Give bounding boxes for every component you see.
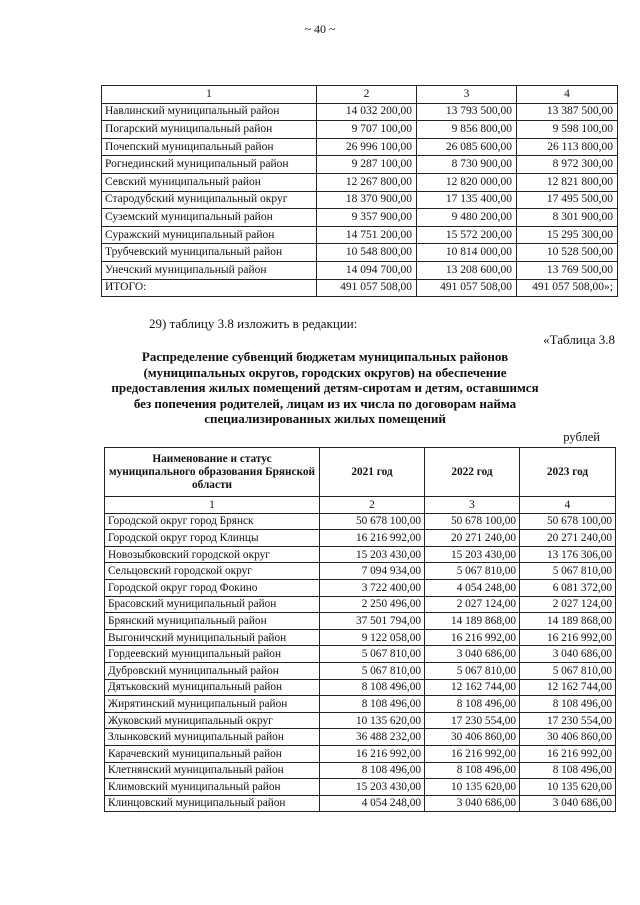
amount-cell: 26 996 100,00 — [317, 138, 417, 156]
table-row — [105, 779, 616, 796]
amount-cell: 10 814 000,00 — [417, 244, 517, 262]
municipality-cell: Клетнянский муниципальный район — [105, 762, 320, 779]
table-row — [105, 563, 616, 580]
table-row — [102, 226, 618, 244]
amount-cell: 14 189 868,00 — [520, 613, 616, 630]
amount-cell: 50 678 100,00 — [520, 513, 616, 530]
municipality-cell: Клинцовский муниципальный район — [105, 795, 320, 812]
amount-cell: 30 406 860,00 — [520, 729, 616, 746]
amount-cell: 14 189 868,00 — [425, 613, 520, 630]
table-row — [102, 279, 618, 297]
municipality-cell: Трубчевский муниципальный район — [102, 244, 317, 262]
continuation-table — [101, 85, 618, 297]
amount-cell: 9 480 200,00 — [417, 209, 517, 227]
amount-cell: 6 081 372,00 — [520, 579, 616, 596]
table-row — [102, 173, 618, 191]
amount-cell: 5 067 810,00 — [520, 662, 616, 679]
table-row — [102, 121, 618, 139]
table-label: «Таблица 3.8 — [543, 332, 615, 347]
table-row — [102, 191, 618, 209]
amount-cell: 9 707 100,00 — [317, 121, 417, 139]
municipality-cell: Суражский муниципальный район — [102, 226, 317, 244]
amount-cell: 9 856 800,00 — [417, 121, 517, 139]
amount-cell: 16 216 992,00 — [320, 530, 425, 547]
amount-cell: 16 216 992,00 — [425, 629, 520, 646]
municipality-cell: Жирятинский муниципальный район — [105, 696, 320, 713]
municipality-cell: Сельцовский городской округ — [105, 563, 320, 580]
municipality-cell: Городской округ город Брянск — [105, 513, 320, 530]
municipality-cell: Навлинский муниципальный район — [102, 103, 317, 121]
municipality-cell: Климовский муниципальный район — [105, 779, 320, 796]
amount-cell: 20 271 240,00 — [520, 530, 616, 547]
title-line: без попечения родителей, лицам из их числа по договорам найма — [133, 395, 517, 411]
table-row — [105, 579, 616, 596]
header-row — [105, 448, 616, 497]
amount-cell: 14 094 700,00 — [317, 261, 417, 279]
amount-cell: 10 135 620,00 — [320, 712, 425, 729]
amount-cell: 13 387 500,00 — [517, 103, 618, 121]
title-line: специализированных жилых помещений — [204, 411, 446, 426]
amount-cell: 3 040 686,00 — [520, 646, 616, 663]
page-number: ~ 40 ~ — [304, 22, 336, 36]
table-row — [105, 646, 616, 663]
table-row — [102, 103, 618, 121]
municipality-cell: Городской округ город Клинцы — [105, 530, 320, 547]
table-row — [102, 209, 618, 227]
amount-cell: 8 972 300,00 — [517, 156, 618, 174]
amount-cell: 8 108 496,00 — [520, 762, 616, 779]
amount-cell: 14 032 200,00 — [317, 103, 417, 121]
amount-cell: 12 820 000,00 — [417, 173, 517, 191]
column-header: 2023 год — [520, 448, 616, 497]
amount-cell: 8 108 496,00 — [320, 696, 425, 713]
amount-cell: 12 162 744,00 — [425, 679, 520, 696]
column-index-cell: 1 — [102, 86, 317, 104]
table-row — [105, 795, 616, 812]
amount-cell: 4 054 248,00 — [320, 795, 425, 812]
amount-cell: 20 271 240,00 — [425, 530, 520, 547]
amount-cell: 30 406 860,00 — [425, 729, 520, 746]
amount-cell: 5 067 810,00 — [425, 563, 520, 580]
amount-cell: 9 287 100,00 — [317, 156, 417, 174]
amount-cell: 13 793 500,00 — [417, 103, 517, 121]
amount-cell: 2 027 124,00 — [425, 596, 520, 613]
amount-cell: 15 295 300,00 — [517, 226, 618, 244]
amount-cell: 5 067 810,00 — [520, 563, 616, 580]
amount-cell: 12 162 744,00 — [520, 679, 616, 696]
amount-cell: 491 057 508,00»; — [517, 279, 618, 297]
amendment-paragraph: 29) таблицу 3.8 изложить в редакции: — [149, 316, 358, 331]
table-row — [105, 745, 616, 762]
title-line: предоставления жилых помещений детям-сиротам и детям, оставшимся — [111, 380, 539, 395]
amount-cell: 491 057 508,00 — [417, 279, 517, 297]
amount-cell: 16 216 992,00 — [520, 745, 616, 762]
amount-cell: 17 135 400,00 — [417, 191, 517, 209]
amount-cell: 16 216 992,00 — [320, 745, 425, 762]
table-row — [105, 762, 616, 779]
amount-cell: 15 203 430,00 — [425, 546, 520, 563]
amount-cell: 8 108 496,00 — [425, 762, 520, 779]
amount-cell: 26 113 800,00 — [517, 138, 618, 156]
amount-cell: 15 203 430,00 — [320, 546, 425, 563]
amount-cell: 8 108 496,00 — [320, 762, 425, 779]
table-title — [80, 349, 570, 427]
municipality-cell: Брасовский муниципальный район — [105, 596, 320, 613]
amount-cell: 50 678 100,00 — [425, 513, 520, 530]
amount-cell: 8 108 496,00 — [320, 679, 425, 696]
municipality-cell: Унечский муниципальный район — [102, 261, 317, 279]
municipality-cell: Дубровский муниципальный район — [105, 662, 320, 679]
amount-cell: 17 495 500,00 — [517, 191, 618, 209]
column-index-cell: 4 — [517, 86, 618, 104]
header-row — [102, 86, 618, 104]
amount-cell: 10 135 620,00 — [520, 779, 616, 796]
column-header: 2022 год — [425, 448, 520, 497]
municipality-cell: Карачевский муниципальный район — [105, 745, 320, 762]
amount-cell: 5 067 810,00 — [425, 662, 520, 679]
municipality-cell: Стародубский муниципальный округ — [102, 191, 317, 209]
table-row — [105, 629, 616, 646]
column-index-cell: 2 — [317, 86, 417, 104]
amount-cell: 8 730 900,00 — [417, 156, 517, 174]
amount-cell: 5 067 810,00 — [320, 646, 425, 663]
municipality-cell: Жуковский муниципальный округ — [105, 712, 320, 729]
municipality-cell: Гордеевский муниципальный район — [105, 646, 320, 663]
amount-cell: 17 230 554,00 — [425, 712, 520, 729]
municipality-cell: Дятьковский муниципальный район — [105, 679, 320, 696]
municipality-cell: Городской округ город Фокино — [105, 579, 320, 596]
amount-cell: 26 085 600,00 — [417, 138, 517, 156]
table-row — [105, 712, 616, 729]
column-index-cell: 1 — [105, 497, 320, 514]
amount-cell: 3 040 686,00 — [520, 795, 616, 812]
table-row — [105, 613, 616, 630]
amount-cell: 4 054 248,00 — [425, 579, 520, 596]
amount-cell: 12 821 800,00 — [517, 173, 618, 191]
table-row — [105, 662, 616, 679]
amount-cell: 8 301 900,00 — [517, 209, 618, 227]
municipality-cell: Новозыбковский городской округ — [105, 546, 320, 563]
amount-cell: 13 176 306,00 — [520, 546, 616, 563]
amount-cell: 37 501 794,00 — [320, 613, 425, 630]
amount-cell: 7 094 934,00 — [320, 563, 425, 580]
amount-cell: 3 722 400,00 — [320, 579, 425, 596]
amount-cell: 10 528 500,00 — [517, 244, 618, 262]
table-row — [105, 596, 616, 613]
amount-cell: 15 203 430,00 — [320, 779, 425, 796]
amount-cell: 10 548 800,00 — [317, 244, 417, 262]
amount-cell: 16 216 992,00 — [425, 745, 520, 762]
table-row — [102, 138, 618, 156]
amount-cell: 9 598 100,00 — [517, 121, 618, 139]
table-row — [105, 679, 616, 696]
amount-cell: 3 040 686,00 — [425, 795, 520, 812]
table-row — [105, 513, 616, 530]
amount-cell: 5 067 810,00 — [320, 662, 425, 679]
table-row — [102, 244, 618, 262]
municipality-cell: Суземский муниципальный район — [102, 209, 317, 227]
column-index-cell: 3 — [417, 86, 517, 104]
amount-cell: 3 040 686,00 — [425, 646, 520, 663]
municipality-cell: Рогнединский муниципальный район — [102, 156, 317, 174]
amount-cell: 491 057 508,00 — [317, 279, 417, 297]
municipality-cell: Брянский муниципальный район — [105, 613, 320, 630]
column-index-cell: 3 — [425, 497, 520, 514]
amount-cell: 18 370 900,00 — [317, 191, 417, 209]
table-row — [105, 530, 616, 547]
column-header: Наименование и статус муниципального образования Брянской области — [105, 448, 320, 497]
amount-cell: 2 027 124,00 — [520, 596, 616, 613]
table-row — [105, 696, 616, 713]
municipality-cell: Погарский муниципальный район — [102, 121, 317, 139]
title-line: Распределение субвенций бюджетам муниципальных районов — [141, 349, 509, 364]
subsidy-table — [104, 447, 616, 812]
municipality-cell: Злынковский муниципальный район — [105, 729, 320, 746]
column-header: 2021 год — [320, 448, 425, 497]
amount-cell: 15 572 200,00 — [417, 226, 517, 244]
table-row — [102, 261, 618, 279]
municipality-cell: Севский муниципальный район — [102, 173, 317, 191]
table-row — [102, 156, 618, 174]
amount-cell: 8 108 496,00 — [425, 696, 520, 713]
amount-cell: 2 250 496,00 — [320, 596, 425, 613]
amount-cell: 14 751 200,00 — [317, 226, 417, 244]
title-line: (муниципальных округов, городских округов) на обеспечение — [143, 364, 507, 380]
municipality-cell: ИТОГО: — [102, 279, 317, 297]
amount-cell: 17 230 554,00 — [520, 712, 616, 729]
municipality-cell: Почепский муниципальный район — [102, 138, 317, 156]
amount-cell: 8 108 496,00 — [520, 696, 616, 713]
amount-cell: 13 769 500,00 — [517, 261, 618, 279]
amount-cell: 9 357 900,00 — [317, 209, 417, 227]
amount-cell: 16 216 992,00 — [520, 629, 616, 646]
amount-cell: 12 267 800,00 — [317, 173, 417, 191]
amount-cell: 50 678 100,00 — [320, 513, 425, 530]
column-index-cell: 2 — [320, 497, 425, 514]
index-row — [105, 497, 616, 514]
amount-cell: 10 135 620,00 — [425, 779, 520, 796]
table-row — [105, 546, 616, 563]
amount-cell: 13 208 600,00 — [417, 261, 517, 279]
units-label: рублей — [563, 430, 600, 444]
amount-cell: 9 122 058,00 — [320, 629, 425, 646]
amount-cell: 36 488 232,00 — [320, 729, 425, 746]
column-index-cell: 4 — [520, 497, 616, 514]
table-row — [105, 729, 616, 746]
municipality-cell: Выгоничский муниципальный район — [105, 629, 320, 646]
